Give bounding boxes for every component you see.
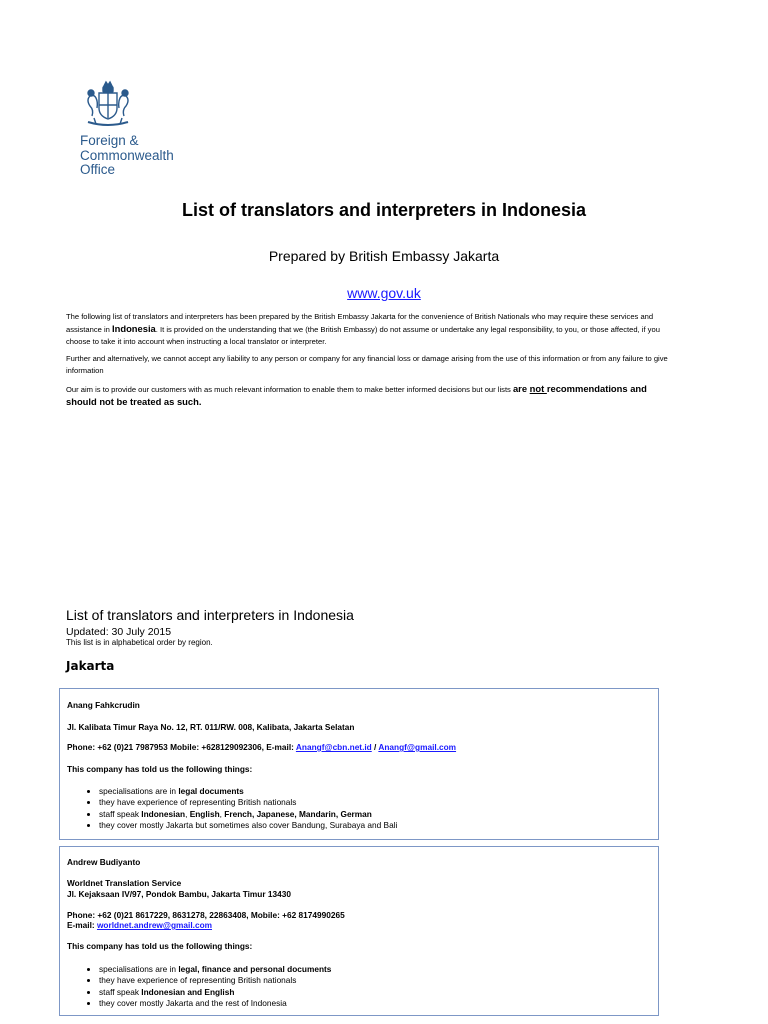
translator-card bbox=[59, 846, 659, 1016]
email-link[interactable]: Anangf@cbn.net.id bbox=[295, 742, 372, 752]
gov-uk-link[interactable]: www.gov.uk bbox=[347, 285, 421, 301]
page-subtitle: Prepared by British Embassy Jakarta bbox=[268, 248, 500, 264]
logo-line: Office bbox=[80, 162, 116, 177]
list-item: • they cover mostly Jakarta but sometimes also cover Bandung, Surabaya and Bali bbox=[99, 820, 397, 831]
fco-logo bbox=[80, 80, 190, 178]
list-order-note: This list is in alphabetical order by region. bbox=[66, 638, 213, 647]
logo-line: Commonwealth bbox=[80, 147, 174, 163]
translator-address: Jl. Kejaksaan IV/97, Pondok Bambu, Jakarta Timur 13430 bbox=[67, 889, 291, 899]
list-title: List of translators and interpreters in Indonesia bbox=[66, 607, 354, 623]
translator-email-row: E-mail: worldnet.andrew@gmail.com bbox=[67, 920, 213, 930]
country-name: Indonesia bbox=[112, 323, 156, 334]
translator-name: Anang Fahkcrudin bbox=[67, 700, 140, 710]
translator-phone: Phone: +62 (0)21 8617229, 8631278, 22863408, Mobile: +62 8174990265 bbox=[67, 910, 345, 920]
updated-date: Updated: 30 July 2015 bbox=[66, 626, 172, 638]
told-us-heading: This company has told us the following things: bbox=[67, 764, 253, 774]
list-item: • they have experience of representing British nationals bbox=[99, 975, 331, 986]
region-heading: Jakarta bbox=[66, 659, 115, 673]
gov-uk-link-row bbox=[0, 285, 768, 301]
disclaimer-paragraph-2: Further and alternatively, we cannot accept any liability to any person or company for any financial loss or damage arising from the use of this information or from any failure to give information bbox=[66, 354, 668, 375]
translator-card bbox=[59, 688, 659, 840]
translator-address: Jl. Kalibata Timur Raya No. 12, RT. 011/RW. 008, Kalibata, Jakarta Selatan bbox=[67, 722, 355, 732]
list-item: • specialisations are in legal documents bbox=[99, 786, 397, 797]
page-title: List of translators and interpreters in Indonesia bbox=[181, 200, 587, 220]
list-item: • staff speak Indonesian and English bbox=[99, 987, 331, 998]
logo-line: Foreign & bbox=[80, 133, 139, 148]
disclaimer-paragraph-3: Our aim is to provide our customers with as much relevant information to enable them to make better informed decisions but our lists are not recommendations and should not be treated as such. bbox=[66, 383, 647, 407]
email-link[interactable]: worldnet.andrew@gmail.com bbox=[96, 920, 213, 930]
email-link[interactable]: Anangf@gmail.com bbox=[378, 742, 457, 752]
told-us-heading: This company has told us the following things: bbox=[67, 941, 253, 951]
list-item: • they have experience of representing British nationals bbox=[99, 797, 397, 808]
details-list bbox=[67, 786, 397, 831]
disclaimer-paragraph-1: The following list of translators and interpreters has been prepared by the British Embassy Jakarta for the convenience of British Nationals who may require these services and assistance in Indonesia. It is provided on the understanding that we (the British Embassy) do not assume or undertake any legal responsibility, to you, or those affected, if you choose to take it into account when instructing a local translator or interpreter. bbox=[66, 312, 660, 346]
translator-name: Andrew Budiyanto bbox=[67, 857, 141, 867]
emphasis-not: not bbox=[529, 383, 547, 394]
list-item: • staff speak Indonesian, English, French, Japanese, Mandarin, German bbox=[99, 809, 397, 820]
details-list bbox=[67, 964, 331, 1009]
translator-company: Worldnet Translation Service bbox=[67, 878, 182, 888]
list-item: • they cover mostly Jakarta and the rest of Indonesia bbox=[99, 998, 331, 1009]
translator-contact: Phone: +62 (0)21 7987953 Mobile: +628129092306, E-mail: Anangf@cbn.net.id / Anangf@gmail.com bbox=[67, 742, 457, 752]
royal-coat-of-arms-icon bbox=[82, 80, 134, 130]
list-item: • specialisations are in legal, finance and personal documents bbox=[99, 964, 331, 975]
